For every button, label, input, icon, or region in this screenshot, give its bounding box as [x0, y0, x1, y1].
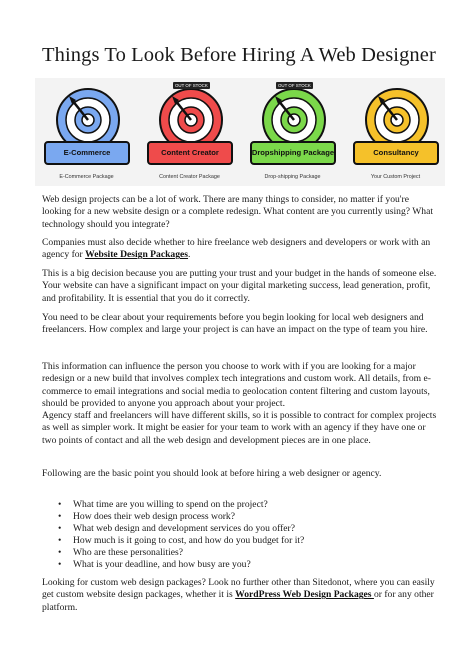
package-label: Dropshipping Package	[251, 147, 335, 157]
wordpress-packages-link[interactable]: WordPress Web Design Packages	[235, 589, 374, 601]
paragraph-decision: This is a big decision because you are putting your trust and your budget in the hands of someone else. Your website can have a significant impact on your digital marketing success, lead generation, profit, and profitability. It is essential that you do it correctly.	[42, 268, 437, 304]
out-of-stock-badge: OUT OF STOCK	[175, 83, 208, 88]
package-caption: Drop-shipping Package	[264, 174, 321, 180]
bullet-icon: •	[58, 559, 62, 571]
out-of-stock-badge: OUT OF STOCK	[278, 83, 311, 88]
paragraph-skills: Agency staff and freelancers will have different skills, so it is possible to contract for complex projects as well as simpler work. It might be easier for your team to work with an agency if they have one or two points of contact and all the web design and development pieces are in one place.	[42, 410, 437, 446]
list-item-text: Who are these personalities?	[73, 547, 184, 559]
page-title: Things To Look Before Hiring A Web Designer	[42, 44, 436, 66]
paragraph-text: .	[188, 249, 191, 261]
bullet-icon: •	[58, 511, 62, 523]
paragraph-agency	[42, 237, 440, 262]
list-item-text: How does their web design process work?	[73, 511, 235, 523]
list-item-text: How much is it going to cost, and how do you budget for it?	[73, 535, 305, 547]
bullet-icon: •	[58, 535, 62, 547]
paragraph-information: This information can influence the person you choose to work with if you are looking for a major redesign or a new build that involves complex tech integrations and custom work. All details, from e-commerce to email integrations and social media to geolocation content filtering and custom layouts, should be provided to anyone you approach about your project.	[42, 361, 431, 410]
list-item	[42, 523, 440, 535]
list-item	[42, 535, 440, 547]
bullet-icon: •	[58, 523, 62, 535]
question-list	[42, 499, 440, 572]
paragraph-intro: Web design projects can be a lot of work. There are many things to consider, no matter if you're looking for a new website design or a complete redesign. What content are you currently using? What technology should you integrate?	[42, 194, 434, 230]
package-caption: E-Commerce Package	[59, 174, 114, 180]
package-card[interactable]	[242, 78, 343, 186]
package-caption: Your Custom Project	[370, 174, 421, 180]
paragraph-requirements: You need to be clear about your requirements before you begin looking for local web designers and freelancers. How complex and large your project is can have an impact on the type of team you hire.	[42, 312, 428, 336]
list-item-text: What is your deadline, and how busy are you?	[73, 559, 251, 571]
website-design-packages-link[interactable]: Website Design Packages	[85, 249, 189, 261]
package-card[interactable]	[345, 78, 446, 186]
list-item-text: What time are you willing to spend on the project?	[73, 499, 268, 510]
list-item	[42, 559, 440, 571]
list-item	[42, 499, 440, 511]
list-item	[42, 547, 440, 559]
bullet-icon: •	[58, 499, 62, 510]
paragraph-closing	[42, 577, 440, 614]
package-caption: Content Creator Package	[159, 174, 220, 180]
package-label: Content Creator	[161, 147, 219, 157]
paragraph-basic-points: Following are the basic point you should look at before hiring a web designer or agency.	[42, 468, 382, 479]
package-card[interactable]	[139, 78, 240, 186]
paragraph-text: Companies must also decide whether to hire freelance web designers and developers or work with an agency for	[42, 237, 431, 261]
list-item-text: What web design and development services do you offer?	[73, 523, 296, 535]
bullet-icon: •	[58, 547, 62, 559]
paragraph-text: or for any other platform.	[42, 589, 434, 613]
list-item	[42, 511, 440, 523]
paragraph-text: Looking for custom web design packages? Look no further other than Sitedonot, where you can easily get custom website design packages, whether it is	[42, 577, 435, 601]
package-label: E-Commerce	[63, 147, 111, 157]
packages-banner	[35, 78, 445, 186]
package-label: Consultancy	[373, 147, 419, 157]
package-card[interactable]	[36, 78, 137, 186]
